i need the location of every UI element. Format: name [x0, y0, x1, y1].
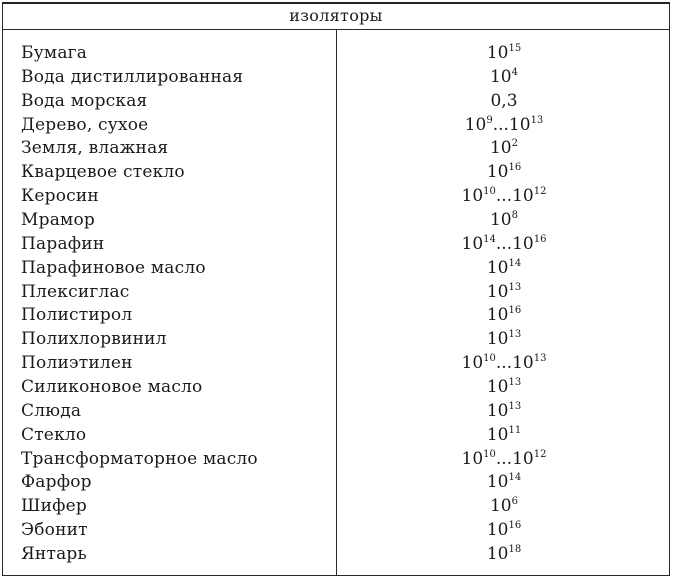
insulators-table	[2, 2, 670, 576]
resistivity-value	[337, 185, 671, 208]
table-row	[3, 233, 669, 257]
value-exponent: 10	[483, 353, 496, 365]
value-base: 10	[512, 448, 534, 469]
resistivity-value	[337, 114, 671, 137]
table-row	[3, 400, 669, 424]
table-row	[3, 471, 669, 495]
value-base: 10	[508, 114, 531, 135]
value-exponent: 13	[508, 281, 522, 293]
table-body	[3, 42, 669, 567]
table-row	[3, 161, 669, 185]
value-exponent: 16	[508, 162, 522, 174]
material-name: Плексиглас	[21, 281, 130, 302]
value-base: 10	[512, 233, 534, 254]
value-exponent: 14	[508, 472, 522, 484]
resistivity-value	[337, 424, 671, 447]
resistivity-value	[337, 42, 671, 65]
value-exponent: 12	[533, 186, 547, 198]
resistivity-value	[337, 233, 671, 256]
table-row	[3, 424, 669, 448]
material-name: Бумага	[21, 43, 88, 63]
value-base: 10	[486, 400, 509, 421]
material-name: Стекло	[21, 424, 87, 445]
resistivity-value	[337, 328, 671, 351]
value-exponent: 13	[508, 377, 522, 389]
header-title: изоляторы	[289, 6, 383, 25]
value-base: 10	[486, 377, 509, 398]
value-exponent: 9	[486, 114, 493, 126]
resistivity-value	[337, 257, 671, 280]
value-base: ...	[495, 448, 513, 469]
table-row	[3, 495, 669, 519]
value-base: 10	[512, 353, 534, 374]
material-name: Парафиновое масло	[21, 257, 206, 278]
value-exponent: 16	[508, 305, 522, 317]
value-base: 10	[461, 233, 484, 254]
material-name: Шифер	[21, 496, 87, 517]
value-base: 10	[486, 424, 509, 445]
resistivity-value	[337, 281, 671, 304]
table-row	[3, 257, 669, 281]
value-exponent: 12	[533, 448, 547, 460]
table-row	[3, 66, 669, 90]
value-base: 10	[489, 138, 512, 159]
material-name: Вода дистиллированная	[21, 66, 244, 87]
material-name: Полистирол	[21, 305, 133, 326]
table-row	[3, 137, 669, 161]
resistivity-value	[337, 352, 671, 375]
resistivity-value	[337, 376, 671, 399]
material-name: Земля, влажная	[21, 138, 169, 159]
value-exponent: 10	[483, 186, 496, 198]
material-name: Фарфор	[21, 472, 92, 493]
resistivity-value	[337, 519, 671, 542]
table-row	[3, 328, 669, 352]
value-base: 10	[486, 281, 509, 302]
table-row	[3, 519, 669, 543]
value-exponent: 18	[508, 544, 522, 556]
resistivity-value	[337, 137, 671, 160]
resistivity-value	[337, 209, 671, 232]
material-name: Эбонит	[21, 520, 88, 541]
value-base: ...	[495, 353, 513, 374]
value-exponent: 13	[508, 329, 522, 341]
value-base: 10	[486, 544, 509, 565]
value-exponent: 15	[508, 43, 522, 54]
value-base: 0,3	[490, 90, 518, 111]
material-name: Кварцевое стекло	[21, 162, 185, 183]
value-base: 10	[461, 186, 484, 207]
value-exponent: 13	[530, 114, 544, 126]
value-base: ...	[495, 186, 513, 207]
value-base: 10	[486, 520, 509, 541]
table-row	[3, 376, 669, 400]
value-exponent: 11	[508, 424, 522, 436]
resistivity-value	[337, 304, 671, 327]
value-exponent: 16	[508, 520, 522, 532]
value-base: 10	[464, 114, 487, 135]
value-base: 10	[486, 43, 509, 63]
resistivity-value	[337, 161, 671, 184]
value-base: 10	[461, 448, 484, 469]
value-exponent: 14	[483, 233, 496, 245]
value-exponent: 10	[483, 448, 496, 460]
value-exponent: 13	[508, 400, 522, 412]
table-row	[3, 90, 669, 114]
resistivity-value	[337, 448, 671, 471]
value-base: 10	[486, 257, 509, 278]
material-name: Дерево, сухое	[21, 114, 149, 135]
value-base: 10	[461, 353, 484, 374]
resistivity-value	[337, 543, 671, 566]
material-name: Трансформаторное масло	[21, 448, 258, 469]
value-exponent: 13	[533, 353, 547, 365]
table-row	[3, 209, 669, 233]
table-row	[3, 543, 669, 567]
material-name: Парафин	[21, 233, 105, 254]
value-exponent: 2	[511, 138, 518, 150]
material-name: Полихлорвинил	[21, 329, 167, 350]
value-exponent: 16	[533, 233, 547, 245]
value-base: 10	[489, 66, 512, 87]
material-name: Слюда	[21, 400, 82, 421]
table-row	[3, 352, 669, 376]
value-base: 10	[486, 329, 509, 350]
material-name: Янтарь	[21, 544, 87, 565]
resistivity-value	[337, 471, 671, 494]
table-header	[3, 4, 669, 30]
table-row	[3, 281, 669, 305]
material-name: Мрамор	[21, 210, 95, 231]
table-row	[3, 304, 669, 328]
resistivity-value	[337, 495, 671, 518]
value-base: 10	[486, 472, 509, 493]
material-name: Керосин	[21, 186, 99, 207]
table-row	[3, 42, 669, 66]
table-row	[3, 185, 669, 209]
value-base: 10	[486, 162, 509, 183]
value-exponent: 4	[511, 66, 518, 78]
value-exponent: 6	[511, 496, 518, 508]
material-name: Полиэтилен	[21, 353, 133, 374]
value-exponent: 8	[511, 210, 518, 222]
value-base: ...	[492, 114, 509, 135]
value-base: ...	[495, 233, 513, 254]
resistivity-value	[337, 400, 671, 423]
value-base: 10	[489, 210, 512, 231]
material-name: Вода морская	[21, 90, 148, 111]
table-row	[3, 448, 669, 472]
material-name: Силиконовое масло	[21, 377, 203, 398]
value-base: 10	[489, 496, 512, 517]
table-row	[3, 114, 669, 138]
resistivity-value	[337, 90, 671, 113]
resistivity-value	[337, 66, 671, 89]
value-exponent: 14	[508, 257, 522, 269]
value-base: 10	[486, 305, 509, 326]
value-base: 10	[512, 186, 534, 207]
